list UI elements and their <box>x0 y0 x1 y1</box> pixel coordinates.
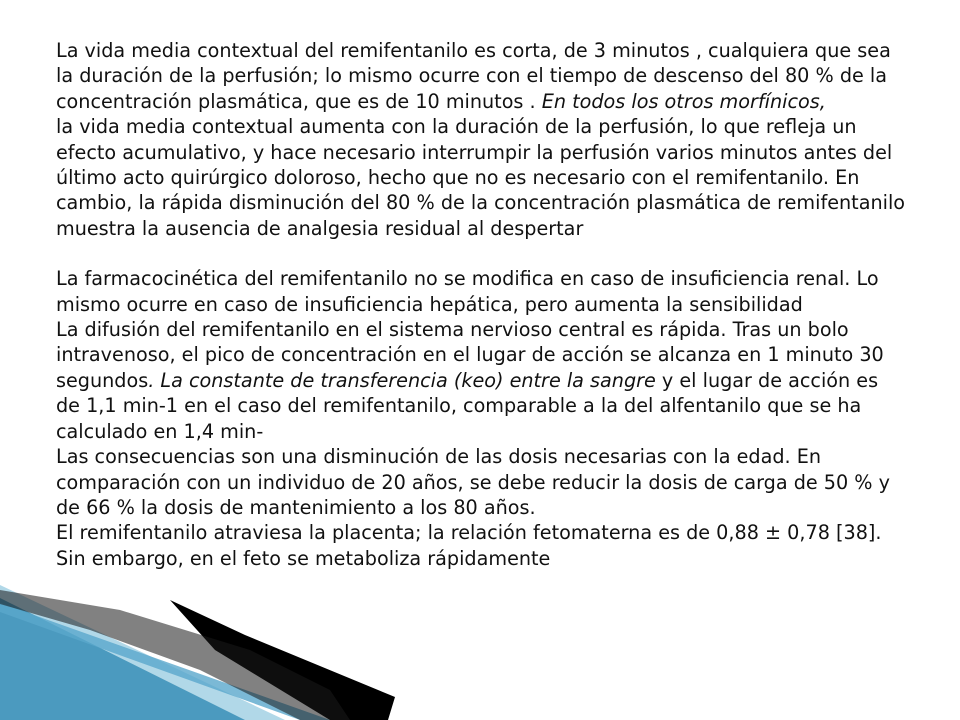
paragraph-age-consequences: Las consecuencias son una disminución de las dosis necesarias con la edad. En comparación con un individuo de 20 años, se debe reducir la dosis de carga de 50 % y de 66 % la dosis de mantenimiento a los 80 años. <box>56 445 890 519</box>
paragraph-placenta: El remifentanilo atraviesa la placenta; la relación fetomaterna es de 0,88 ± 0,78 [38]. Sin embargo, en el feto se metaboliza rápidamente <box>56 521 882 570</box>
paragraph-pharmacokinetics: La farmacocinética del remifentanilo no se modifica en caso de insuficiencia renal. Lo mismo ocurre en caso de insuficiencia hepática, pero aumenta la sensibilidad <box>56 267 879 316</box>
paragraph-1-text: La vida media contextual del remifentanilo es corta, de 3 minutos , cualquiera que sea la duración de la perfusión; lo mismo ocurre con el tiempo de descenso del 80 % de la concentración plasmática, que es de 10 minutos . <box>56 39 891 113</box>
paragraph-4-text-end: y el lugar de acción es de 1,1 min-1 en el caso del remifentanilo, comparable a la del alfentanilo que se ha calculado en 1,4 min- <box>56 368 879 443</box>
paragraph-1-italic: En todos los otros morfínicos, <box>541 89 826 113</box>
paragraph-4-italic: . La constante de transferencia (keo) entre la sangre <box>148 368 656 392</box>
slide-text-body <box>56 38 906 571</box>
paragraph-gap <box>56 241 906 266</box>
paragraph-context-half-life <box>56 38 906 114</box>
paragraph-accumulation: la vida media contextual aumenta con la duración de la perfusión, lo que refleja un efecto acumulativo, y hace necesario interrumpir la perfusión varios minutos antes del último acto quirúrgico doloroso, hecho que no es necesario con el remifentanilo. En cambio, la rápida disminución del 80 % de la concentración plasmática de remifentanilo muestra la ausencia de analgesia residual al despertar <box>56 115 906 240</box>
paragraph-4-text: La difusión del remifentanilo en el sistema nervioso central es rápida. Tras un bolo intravenoso, el pico de concentración en el lugar de acción se alcanza en 1 minuto 30 segundos <box>56 318 884 392</box>
paragraph-cns-diffusion <box>56 317 906 444</box>
